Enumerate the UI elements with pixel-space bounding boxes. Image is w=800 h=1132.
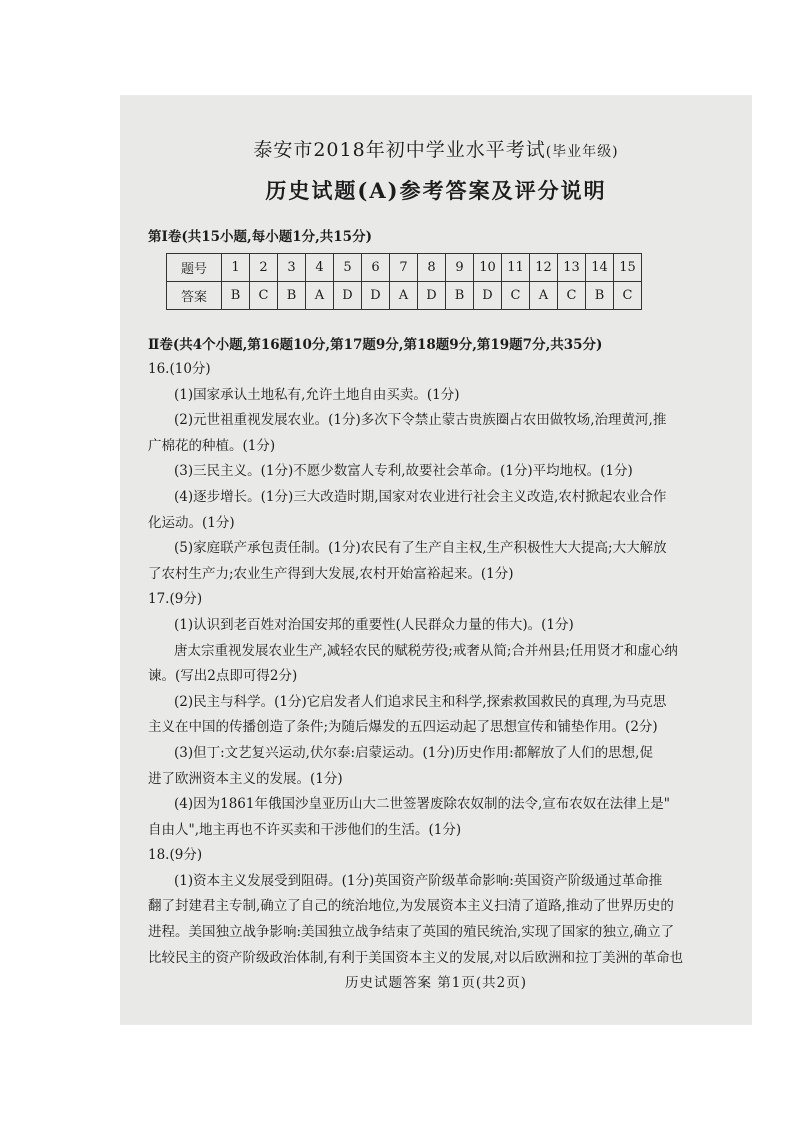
exam-title-main: 泰安市2018年初中学业水平考试	[253, 139, 546, 161]
question-number: 2	[250, 254, 278, 282]
answer-line: 翻了封建君主专制,确立了自己的统治地位,为发展资本主义扫清了道路,推动了世界历史的	[148, 898, 674, 915]
section1-heading: 第Ⅰ卷(共15小题,每小题1分,共15分)	[148, 229, 372, 245]
answer-line: (2)元世祖重视发展农业。(1分)多次下令禁止蒙古贵族圈占农田做牧场,治理黄河,推	[174, 412, 667, 429]
answer-line: (3)但丁:文艺复兴运动,伏尔泰:启蒙运动。(1分)历史作用:都解放了人们的思想,促	[174, 744, 653, 761]
answer-table	[166, 253, 642, 310]
question-heading: 18.(9分)	[148, 847, 203, 864]
answer-cell: B	[278, 282, 306, 310]
exam-answer-sheet	[120, 95, 752, 1025]
answer-line: 自由人",地主再也不许买卖和干涉他们的生活。(1分)	[148, 821, 462, 838]
answer-line: 主义在中国的传播创造了条件;为随后爆发的五四运动起了思想宣传和铺垫作用。(2分)	[148, 719, 658, 736]
question-number: 13	[558, 254, 586, 282]
answer-line: 了农村生产力;农业生产得到大发展,农村开始富裕起来。(1分)	[148, 565, 514, 582]
answer-cell: D	[334, 282, 362, 310]
row-label-question: 题号	[167, 254, 222, 282]
answer-cell: C	[558, 282, 586, 310]
answer-line: (1)国家承认土地私有,允许土地自由买卖。(1分)	[174, 386, 460, 403]
section2-heading: Ⅱ卷(共4个小题,第16题10分,第17题9分,第18题9分,第19题7分,共35分)	[148, 337, 603, 353]
answer-cell: C	[250, 282, 278, 310]
answer-line: (4)逐步增长。(1分)三大改造时期,国家对农业进行社会主义改造,农村掀起农业合作	[174, 488, 667, 505]
answer-line: 唐太宗重视发展农业生产,减轻农民的赋税劳役;戒奢从简;合并州县;任用贤才和虚心纳	[174, 642, 678, 659]
question-number: 3	[278, 254, 306, 282]
answer-line: 进了欧洲资本主义的发展。(1分)	[148, 770, 343, 787]
answer-line: (2)民主与科学。(1分)它启发者人们追求民主和科学,探索救国救民的真理,为马克思	[174, 693, 667, 710]
answer-cell: B	[222, 282, 250, 310]
exam-title-note: (毕业年级)	[545, 144, 619, 160]
question-number: 9	[446, 254, 474, 282]
row-label-answer: 答案	[167, 282, 222, 310]
answer-body	[148, 357, 738, 971]
question-number-row	[167, 254, 642, 282]
question-heading: 16.(10分)	[148, 361, 211, 377]
question-number: 12	[530, 254, 558, 282]
question-number: 14	[586, 254, 614, 282]
question-number: 10	[474, 254, 502, 282]
answer-cell: B	[446, 282, 474, 310]
question-number: 1	[222, 254, 250, 282]
answer-cell: C	[614, 282, 642, 310]
answer-cell: D	[362, 282, 390, 310]
answer-row	[167, 282, 642, 310]
answer-cell: A	[530, 282, 558, 310]
answer-line: (4)因为1861年俄国沙皇亚历山大二世签署废除农奴制的法令,宣布农奴在法律上是"	[174, 796, 670, 813]
question-heading: 17.(9分)	[148, 591, 203, 608]
answer-line: (1)认识到老百姓对治国安邦的重要性(人民群众力量的伟大)。(1分)	[174, 616, 574, 633]
question-number: 4	[306, 254, 334, 282]
answer-cell: C	[502, 282, 530, 310]
question-number: 15	[614, 254, 642, 282]
answer-line: 广棉花的种植。(1分)	[148, 437, 276, 454]
answer-line: 比较民主的资产阶级政治体制,有利于美国资本主义的发展,对以后欧洲和拉丁美洲的革命也	[148, 949, 684, 966]
answer-line: (1)资本主义发展受到阻碍。(1分)英国资产阶级革命影响:英国资产阶级通过革命推	[174, 872, 663, 889]
answer-cell: A	[306, 282, 334, 310]
exam-subtitle: 历史试题(A)参考答案及评分说明	[265, 178, 607, 203]
answer-cell: B	[586, 282, 614, 310]
answer-cell: D	[474, 282, 502, 310]
answer-line: (3)三民主义。(1分)不愿少数富人专利,故要社会革命。(1分)平均地权。(1分)	[174, 463, 633, 480]
question-number: 5	[334, 254, 362, 282]
question-number: 11	[502, 254, 530, 282]
answer-line: 谏。(写出2点即可得2分)	[148, 668, 298, 685]
question-number: 8	[418, 254, 446, 282]
answer-line: 化运动。(1分)	[148, 514, 235, 531]
answer-line: 进程。美国独立战争影响:美国独立战争结束了英国的殖民统治,实现了国家的独立,确立了	[148, 924, 675, 941]
answer-cell: A	[390, 282, 418, 310]
exam-title	[120, 135, 752, 162]
page-footer: 历史试题答案 第1页(共2页)	[344, 975, 527, 991]
question-number: 7	[390, 254, 418, 282]
question-number: 6	[362, 254, 390, 282]
answer-line: (5)家庭联产承包责任制。(1分)农民有了生产自主权,生产积极性大大提高;大大解放	[174, 540, 667, 557]
answer-cell: D	[418, 282, 446, 310]
